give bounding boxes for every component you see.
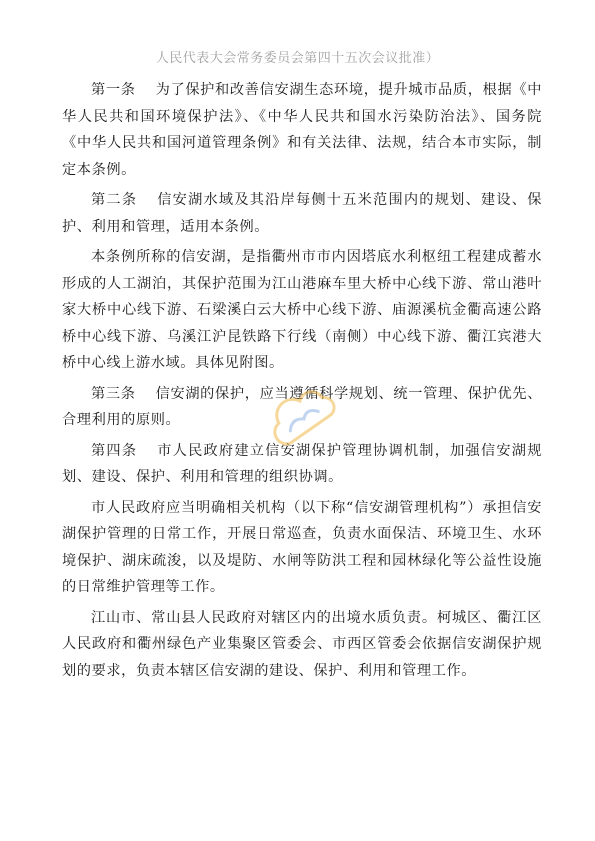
article-number: 第四条 — [91, 442, 138, 459]
article-3-paragraph — [62, 381, 542, 434]
article-number: 第二条 — [91, 192, 138, 208]
article-text: 信安湖水域及其沿岸每侧十五米范围内的规划、建设、保护、利用和管理，适用本条例。 — [62, 192, 542, 235]
paragraph-text: 市人民政府应当明确相关机构（以下称“信安湖管理机构”）承担信安湖保护管理的日常工作，开展日常巡查，负责水面保洁、环境卫生、水环境保护、湖床疏浚，以及堤防、水闸等防洪工程和园林绿化等公益性设施的日常维护管理等工作。 — [62, 499, 542, 595]
article-text: 市人民政府建立信安湖保护管理协调机制，加强信安湖规划、建设、保护、利用和管理的组织协调。 — [62, 442, 542, 485]
paragraph-text: 本条例所称的信安湖，是指衢州市市内因塔底水利枢纽工程建成蓄水形成的人工湖泊，其保护范围为江山港麻车里大桥中心线下游、常山港叶家大桥中心线下游、石梁溪白云大桥中心线下游、庙源溪杭金衢高速公路桥中心线下游、乌溪江沪昆铁路下行线（南侧）中心线下游、衢江宾港大桥中心线上游水域。具体见附图。 — [62, 249, 542, 371]
article-4-detail-paragraph-2 — [62, 605, 542, 685]
article-2-paragraph — [62, 187, 542, 240]
article-number: 第三条 — [91, 385, 136, 402]
article-1-paragraph — [62, 77, 542, 183]
article-2-detail-paragraph — [62, 244, 542, 377]
article-text: 信安湖的保护，应当遵循科学规划、统一管理、保护优先、合理利用的原则。 — [62, 385, 542, 428]
article-number: 第一条 — [91, 82, 136, 98]
paragraph-text: 江山市、常山县人民政府对辖区内的出境水质负责。柯城区、衢江区人民政府和衢州绿色产业集聚区管委会、市西区管委会依据信安湖保护规划的要求，负责本辖区信安湖的建设、保护、利用和管理工作。 — [62, 609, 542, 679]
document-header: 人民代表大会常务委员会第四十五次会议批准） — [155, 51, 440, 66]
document-body — [62, 77, 542, 688]
article-4-paragraph — [62, 438, 542, 491]
article-4-detail-paragraph — [62, 495, 542, 601]
article-text: 为了保护和改善信安湖生态环境，提升城市品质，根据《中华人民共和国环境保护法》、《中华人民共和国水污染防治法》、国务院《中华人民共和国河道管理条例》和有关法律、法规，结合本市实际，制定本条例。 — [62, 82, 542, 178]
